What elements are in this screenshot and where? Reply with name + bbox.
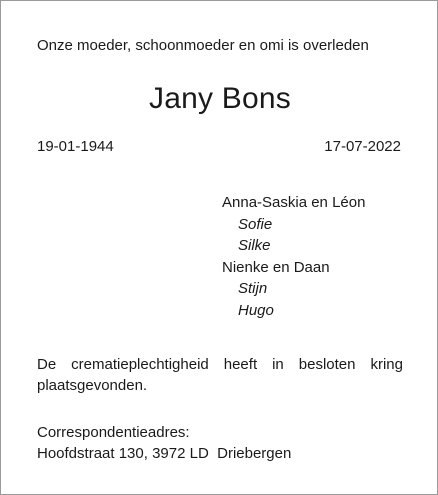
- correspondence-address: Hoofdstraat 130, 3972 LD Driebergen: [37, 445, 292, 462]
- family-parent: Anna-Saskia en Léon: [222, 194, 366, 211]
- birth-date: 19-01-1944: [37, 138, 114, 155]
- intro-text: Onze moeder, schoonmoeder en omi is overleden: [37, 37, 369, 54]
- family-child: Sofie: [238, 215, 273, 233]
- ceremony-text: De crematieplechtigheid heeft in besloten kring plaatsgevonden.: [37, 356, 403, 394]
- correspondence-label: Correspondentieadres:: [37, 424, 190, 441]
- family-parent: Nienke en Daan: [222, 258, 330, 276]
- family-child: Hugo: [238, 301, 274, 319]
- deceased-name: Jany Bons: [149, 82, 291, 115]
- family-child: Stijn: [238, 280, 268, 298]
- correspondence-block: [37, 422, 291, 464]
- family-child: Silke: [238, 237, 271, 255]
- family-list: [222, 192, 365, 322]
- death-date: 17-07-2022: [324, 138, 401, 155]
